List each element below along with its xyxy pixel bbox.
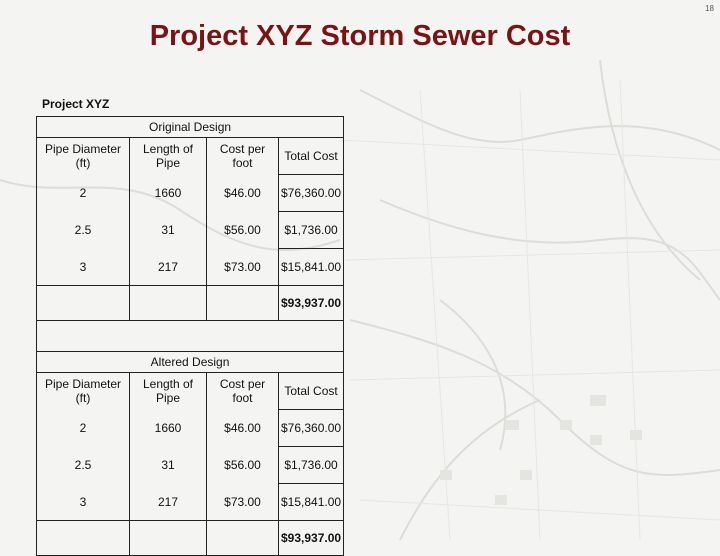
header-total-cost: Total Cost [279,138,344,175]
cell-total: $15,841.00 [279,249,344,286]
table-row [37,410,344,447]
cell-total: $1,736.00 [279,212,344,249]
header-cost-per-foot: Cost per foot [207,138,279,175]
cell-cost-per-foot: $56.00 [207,212,279,249]
cell-total: $1,736.00 [279,447,344,484]
grand-total-row [37,521,344,556]
header-length-of-pipe: Length of Pipe [130,138,207,175]
header-cost-per-foot: Cost per foot [207,373,279,410]
grand-total-value: $93,937.00 [279,521,344,556]
cell-cost-per-foot: $73.00 [207,249,279,286]
table-row [37,484,344,521]
cell-cost-per-foot: $56.00 [207,447,279,484]
project-subtitle: Project XYZ [42,97,110,111]
table-row [37,249,344,286]
cell-diameter: 3 [37,484,130,521]
cell-length: 31 [130,447,207,484]
cell-cost-per-foot: $46.00 [207,410,279,447]
cell-length: 217 [130,484,207,521]
cell-cost-per-foot: $73.00 [207,484,279,521]
header-pipe-diameter: Pipe Diameter (ft) [37,373,130,410]
cell-total: $76,360.00 [279,410,344,447]
cell-cost-per-foot: $46.00 [207,175,279,212]
cell-diameter: 3 [37,249,130,286]
table-row [37,447,344,484]
cell-total: $15,841.00 [279,484,344,521]
original-design-caption: Original Design [37,117,344,138]
header-pipe-diameter: Pipe Diameter (ft) [37,138,130,175]
original-design-table [36,116,344,353]
table-row [37,212,344,249]
slide-number: 18 [705,4,714,13]
grand-total-row [37,286,344,321]
cell-length: 1660 [130,175,207,212]
cell-length: 1660 [130,410,207,447]
table-row [37,175,344,212]
altered-design-table [36,351,344,556]
altered-design-caption: Altered Design [37,352,344,373]
page-title: Project XYZ Storm Sewer Cost [149,20,571,52]
cell-diameter: 2 [37,410,130,447]
cell-length: 31 [130,212,207,249]
cell-total: $76,360.00 [279,175,344,212]
cell-diameter: 2.5 [37,447,130,484]
header-total-cost: Total Cost [279,373,344,410]
cell-diameter: 2.5 [37,212,130,249]
grand-total-value: $93,937.00 [279,286,344,321]
header-length-of-pipe: Length of Pipe [130,373,207,410]
cell-diameter: 2 [37,175,130,212]
cell-length: 217 [130,249,207,286]
